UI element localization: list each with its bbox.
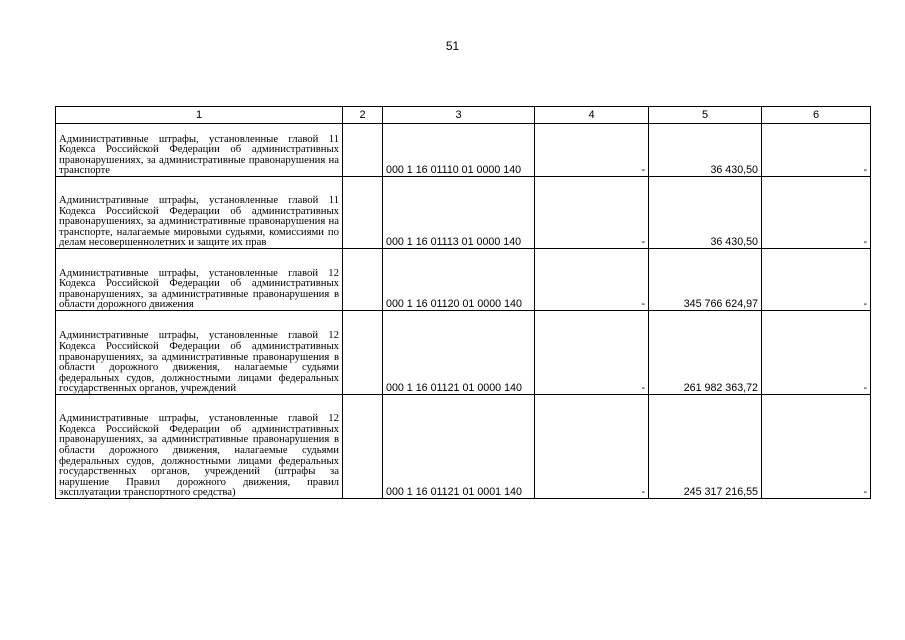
row-col2 <box>343 124 383 177</box>
row-col4: - <box>535 249 649 311</box>
row-description: Административные штрафы, установленные главой 12 Кодекса Российской Федерации об административных правонарушениях, за административные правонарушения в области дорожного движения, налагаемые судьями федеральных судов, должностными лицами федеральных государственных органов, учреждений <box>56 311 343 395</box>
row-col4: - <box>535 177 649 249</box>
row-budget-code: 000 1 16 01121 01 0000 140 <box>383 311 535 395</box>
row-description: Административные штрафы, установленные главой 11 Кодекса Российской Федерации об административных правонарушениях, за административные правонарушения на транспорте, налагаемые мировыми судьями, комиссиями по делам несовершеннолетних и защите их прав <box>56 177 343 249</box>
row-col6: - <box>762 124 871 177</box>
row-col5: 261 982 363,72 <box>649 311 762 395</box>
row-col5: 36 430,50 <box>649 177 762 249</box>
column-header-6: 6 <box>762 107 871 124</box>
row-col5: 345 766 624,97 <box>649 249 762 311</box>
table-row <box>56 249 871 311</box>
row-col4: - <box>535 311 649 395</box>
row-description: Административные штрафы, установленные главой 12 Кодекса Российской Федерации об административных правонарушениях, за административные правонарушения в области дорожного движения, налагаемые судьями федеральных судов, должностными лицами федеральных государственных органов, учреждений (штрафы за нарушение Правил дорожного движения, правил эксплуатации транспортного средства) <box>56 395 343 499</box>
column-header-4: 4 <box>535 107 649 124</box>
column-header-2: 2 <box>343 107 383 124</box>
row-col2 <box>343 311 383 395</box>
row-description: Административные штрафы, установленные главой 11 Кодекса Российской Федерации об административных правонарушениях, за административные правонарушения на транспорте <box>56 124 343 177</box>
table-row <box>56 124 871 177</box>
row-col5: 245 317 216,55 <box>649 395 762 499</box>
row-col2 <box>343 395 383 499</box>
column-header-5: 5 <box>649 107 762 124</box>
table-row <box>56 395 871 499</box>
row-col6: - <box>762 249 871 311</box>
row-budget-code: 000 1 16 01121 01 0001 140 <box>383 395 535 499</box>
row-col6: - <box>762 395 871 499</box>
row-col4: - <box>535 124 649 177</box>
row-col4: - <box>535 395 649 499</box>
table-row <box>56 311 871 395</box>
row-col6: - <box>762 311 871 395</box>
row-budget-code: 000 1 16 01113 01 0000 140 <box>383 177 535 249</box>
row-col2 <box>343 177 383 249</box>
revenue-table <box>55 106 871 499</box>
row-description: Административные штрафы, установленные главой 12 Кодекса Российской Федерации об административных правонарушениях, за административные правонарушения в области дорожного движения <box>56 249 343 311</box>
table-header-row <box>56 107 871 124</box>
table-row <box>56 177 871 249</box>
row-budget-code: 000 1 16 01110 01 0000 140 <box>383 124 535 177</box>
column-header-3: 3 <box>383 107 535 124</box>
row-col2 <box>343 249 383 311</box>
row-col6: - <box>762 177 871 249</box>
column-header-1: 1 <box>56 107 343 124</box>
row-budget-code: 000 1 16 01120 01 0000 140 <box>383 249 535 311</box>
page-number: 51 <box>445 39 460 53</box>
row-col5: 36 430,50 <box>649 124 762 177</box>
